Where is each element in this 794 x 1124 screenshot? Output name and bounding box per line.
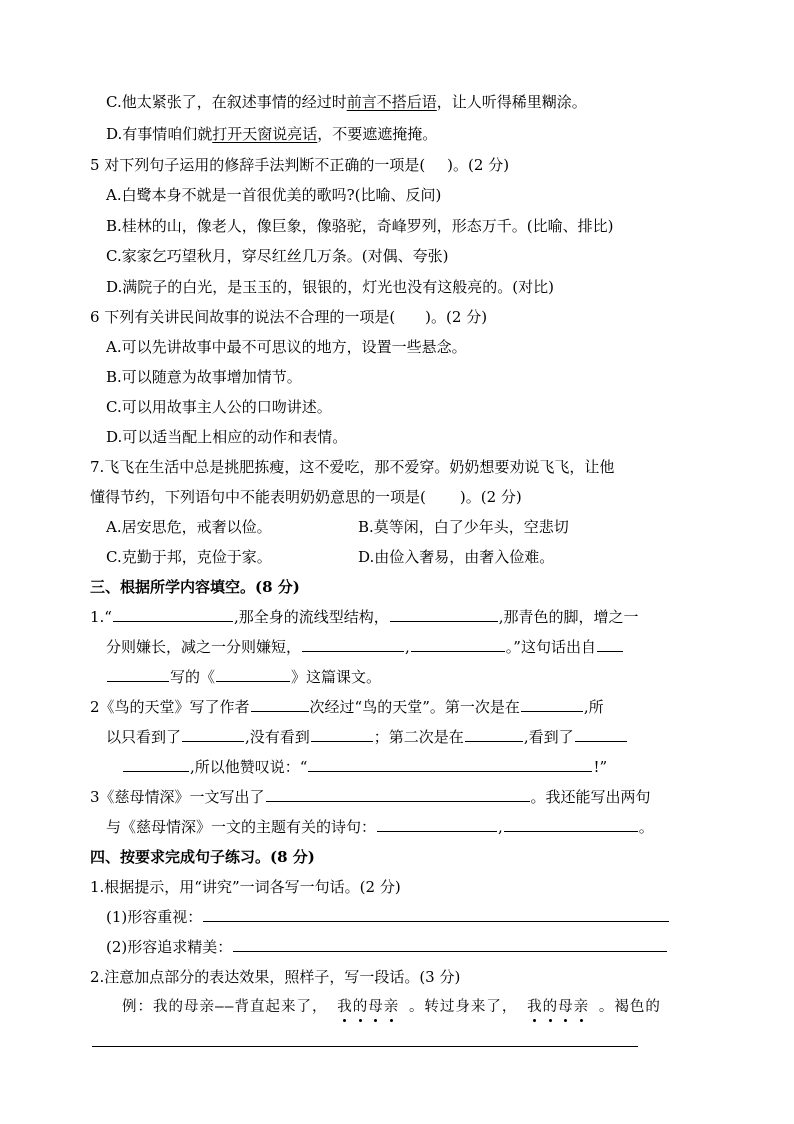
q5-stem-b: )。(2 分) <box>447 156 510 174</box>
q5-stem-a: 5 对下列句子运用的修辞手法判断不正确的一项是( <box>90 156 426 174</box>
dot-char: 我 <box>527 999 543 1015</box>
q5-stem <box>90 155 509 175</box>
s3-q2-l1-b: 次经过“鸟的天堂”。第一次是在 <box>309 698 520 716</box>
q6-stem <box>90 307 487 327</box>
dot-char: 亲 <box>573 999 590 1015</box>
s3-q3-line2 <box>106 817 654 837</box>
section3-title: 三、根据所学内容填空。(8 分) <box>90 578 300 596</box>
s3-q3-l1-b: 。我还能写出两句 <box>530 788 651 806</box>
s3-q2-l3-b: !” <box>593 758 608 776</box>
s3-q3-l2-b: , <box>498 818 503 836</box>
s4-q1-part2 <box>106 937 668 957</box>
q4-option-d-underlined: 打开天窗说亮话 <box>212 125 318 143</box>
s3-q2-l2-a: 以只看到了 <box>106 728 182 746</box>
s3-q1-blank-5[interactable] <box>597 637 623 652</box>
s3-q3-l2-a: 与《慈母情深》一文的主题有关的诗句： <box>106 818 377 836</box>
s3-q1-blank-3[interactable] <box>302 637 404 652</box>
s3-q1-l2-c: 。”这句话出自 <box>505 638 596 656</box>
s3-q2-l2-d: ,看到了 <box>523 728 574 746</box>
s3-q2-blank-5[interactable] <box>465 727 523 742</box>
s3-q2-l2-b: ,没有看到 <box>245 728 310 746</box>
dot-char: 的 <box>352 999 369 1015</box>
s3-q1-blank-2[interactable] <box>390 607 498 622</box>
s4-q1-part1 <box>106 907 670 927</box>
q6-stem-a: 6 下列有关讲民间故事的说法不合理的一项是( <box>90 308 396 326</box>
example-dotted-1 <box>327 999 408 1015</box>
q7-stem-line2 <box>90 487 522 507</box>
s4-q1-answer-2[interactable] <box>233 937 667 952</box>
s3-q3-l2-c: 。 <box>638 818 654 836</box>
s3-q1-blank-6[interactable] <box>107 667 169 682</box>
s3-q1-l2-a: 分则嫌长，减之一分则嫌短， <box>106 638 302 656</box>
q4-option-d-tail: ，不要遮遮掩掩。 <box>317 125 438 143</box>
dot-char: 母 <box>368 999 384 1015</box>
example-label: 例： <box>122 999 153 1015</box>
s3-q2-blank-3[interactable] <box>182 727 244 742</box>
q4-option-d-text: D.有事情咱们就 <box>106 125 213 143</box>
section4-title: 四、按要求完成句子练习。(8 分) <box>90 848 315 866</box>
q6-stem-b: )。(2 分) <box>425 308 488 326</box>
s3-q2-line1 <box>90 697 604 717</box>
q7-option-d: D.由俭入奢易，由奢入俭难。 <box>358 548 555 566</box>
s3-q2-blank-2[interactable] <box>521 697 583 712</box>
q5-option-d: D.满院子的白光，是玉玉的，银银的，灯光也没有这般亮的。(对比) <box>106 278 554 296</box>
q7-stem-line2-b: )。(2 分) <box>459 488 522 506</box>
s3-q1-l1-b: ,那全身的流线型结构， <box>233 608 389 626</box>
q7-stem-line1: 7.飞飞在生活中总是挑肥拣瘦，这不爱吃，那不爱穿。奶奶想要劝说飞飞，让他 <box>90 458 615 476</box>
s3-q1-l2-b: , <box>405 638 410 656</box>
s3-q1-blank-4[interactable] <box>411 637 505 652</box>
s3-q1-l3-b: 》这篇课文。 <box>291 668 382 686</box>
dot-char: 母 <box>558 999 574 1015</box>
s4-q2-stem: 2.注意加点部分的表达效果，照样子，写一段话。(3 分) <box>90 968 461 986</box>
s3-q3-blank-1[interactable] <box>266 787 530 802</box>
example-text-2: 。转过身来了， <box>408 999 518 1015</box>
q7-option-b: B.莫等闲，白了少年头，空悲切 <box>358 518 569 536</box>
s3-q2-blank-6[interactable] <box>575 727 627 742</box>
example-text-3: 。褐色的 <box>598 999 661 1015</box>
s3-q2-l1-c: ,所 <box>583 698 604 716</box>
q7-option-a: A.居安思危，戒奢以俭。 <box>106 518 272 536</box>
q6-option-b: B.可以随意为故事增加情节。 <box>106 368 302 386</box>
s3-q1-l3-a: 写的《 <box>170 668 216 686</box>
dot-char: 亲 <box>383 999 400 1015</box>
dot-char: 我 <box>337 999 353 1015</box>
example-text-1: 我的母亲——背直起来了， <box>153 999 328 1015</box>
s3-q2-line2 <box>106 727 628 747</box>
q6-option-a: A.可以先讲故事中最不可思议的地方，设置一些悬念。 <box>106 338 467 356</box>
q5-option-b: B.桂林的山，像老人，像巨象，像骆驼，奇峰罗列，形态万千。(比喻、排比) <box>106 217 614 235</box>
s3-q1-l1-a: 1.“ <box>90 608 112 626</box>
s3-q1-l1-c: ,那青色的脚，增之一 <box>498 608 639 626</box>
q5-option-c: C.家家乞巧望秋月，穿尽红丝几万条。(对偶、夸张) <box>106 247 449 265</box>
q6-option-d: D.可以适当配上相应的动作和表情。 <box>106 428 348 446</box>
example-dotted-2 <box>517 999 598 1015</box>
s3-q2-blank-4[interactable] <box>311 727 373 742</box>
q4-option-c-tail: ，让人听得稀里糊涂。 <box>436 93 587 111</box>
q7-stem-line2-a: 懂得节约，下列语句中不能表明奶奶意思的一项是( <box>90 488 426 506</box>
s3-q3-blank-3[interactable] <box>504 817 638 832</box>
q5-option-a: A.白鹭本身不就是一首很优美的歌吗?(比喻、反问) <box>106 186 442 204</box>
s4-q2-answer-line[interactable] <box>92 1046 638 1047</box>
s3-q1-line3 <box>106 667 381 687</box>
s4-q1-answer-1[interactable] <box>203 907 669 922</box>
q4-option-d <box>106 124 437 144</box>
s3-q2-blank-8[interactable] <box>308 757 592 772</box>
s4-q1-stem: 1.根据提示，用“讲究”一词各写一句话。(2 分) <box>90 878 401 896</box>
s3-q2-l3-a: ,所以他赞叹说：“ <box>190 758 308 776</box>
s3-q3-l1-a: 3《慈母情深》一文写出了 <box>90 788 265 806</box>
q7-option-c: C.克勤于邦，克俭于家。 <box>106 548 272 566</box>
s3-q1-blank-7[interactable] <box>216 667 290 682</box>
s4-q2-example <box>122 997 661 1017</box>
s3-q1-blank-1[interactable] <box>113 607 233 622</box>
s3-q1-line1 <box>90 607 639 627</box>
q4-option-c-underlined: 前言不搭后语 <box>346 93 437 111</box>
q4-option-c <box>106 92 587 112</box>
s3-q1-line2 <box>106 637 624 657</box>
s3-q2-blank-1[interactable] <box>251 697 309 712</box>
q6-option-c: C.可以用故事主人公的口吻讲述。 <box>106 398 332 416</box>
dot-char: 的 <box>542 999 559 1015</box>
s3-q2-l2-c: ；第二次是在 <box>373 728 464 746</box>
s3-q2-blank-7[interactable] <box>123 757 189 772</box>
s3-q2-l1-a: 2《鸟的天堂》写了作者 <box>90 698 250 716</box>
s4-q1-part1-label: (1)形容重视： <box>106 908 203 926</box>
s3-q3-line1 <box>90 787 651 807</box>
s3-q3-blank-2[interactable] <box>377 817 497 832</box>
s4-q1-part2-label: (2)形容追求精美： <box>106 938 233 956</box>
q4-option-c-text: C.他太紧张了，在叙述事情的经过时 <box>106 93 347 111</box>
s3-q2-line3 <box>122 757 607 777</box>
